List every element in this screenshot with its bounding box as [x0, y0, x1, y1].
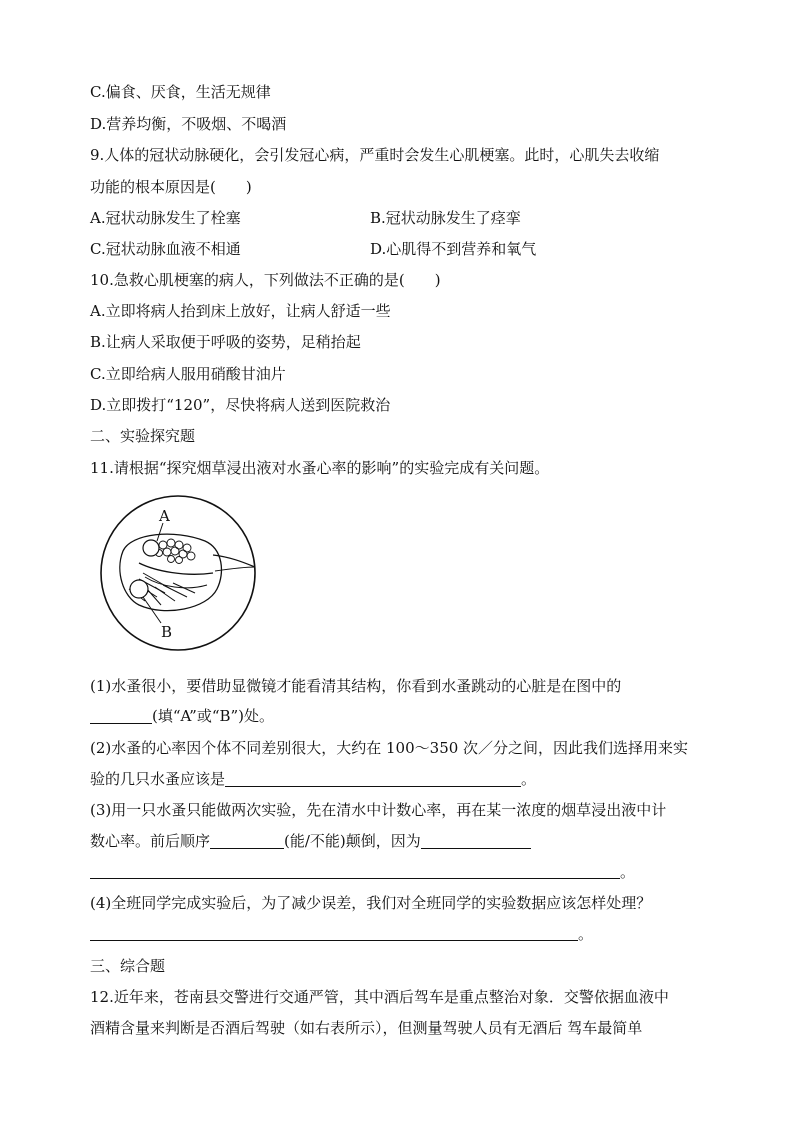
answer-blank-3[interactable] — [210, 832, 284, 849]
q10-option-a: A.立即将病人抬到床上放好，让病人舒适一些 — [90, 302, 391, 320]
inner-line — [145, 577, 207, 588]
q11-part3-line1: (3)用一只水蚤只能做两次实验，先在清水中计数心率，再在某一浓度的烟草浸出液中计 — [90, 801, 667, 819]
q11-part3-prefix: 数心率。前后顺序 — [90, 832, 211, 850]
question-10: 10.急救心肌梗塞的病人，下列做法不正确的是( ) — [90, 271, 441, 289]
section-3-heading: 三、综合题 — [90, 957, 166, 975]
question-9-line2: 功能的根本原因是( ) — [90, 178, 252, 196]
q9-option-a: A.冠状动脉发生了栓塞 — [90, 209, 241, 227]
section-2-heading: 二、实验探究题 — [90, 427, 196, 445]
period-3: 。 — [578, 925, 594, 943]
answer-blank-2[interactable] — [225, 770, 521, 787]
option-c-q8: C.偏食、厌食，生活无规律 — [90, 83, 271, 101]
question-9-line1: 9.人体的冠状动脉硬化，会引发冠心病，严重时会发生心肌梗塞。此时，心肌失去收缩 — [90, 146, 660, 164]
answer-blank-6[interactable] — [90, 940, 578, 941]
label-a: A — [159, 507, 170, 525]
option-d-q8: D.营养均衡，不吸烟、不喝酒 — [90, 115, 287, 133]
q11-part2-line2 — [90, 769, 536, 789]
q11-part2-prefix: 验的几只水蚤应该是 — [90, 770, 226, 788]
q9-option-b: B.冠状动脉发生了痉挛 — [370, 209, 521, 227]
q9-option-d: D.心肌得不到营养和氧气 — [370, 240, 537, 258]
egg-cluster — [156, 539, 196, 564]
leader-line-a — [157, 523, 163, 541]
answer-blank-5[interactable] — [90, 878, 620, 879]
question-12-line1: 12.近年来，苍南县交警进行交通严管，其中酒后驾车是重点整治对象．交警依据血液中 — [90, 988, 669, 1006]
q9-option-c: C.冠状动脉血液不相通 — [90, 240, 241, 258]
q10-option-d: D.立即拨打“120”，尽快将病人送到医院救治 — [90, 396, 391, 414]
daphnia-figure — [95, 493, 265, 653]
q11-part3-line2 — [90, 831, 531, 851]
q11-part1-line1: (1)水蚤很小，要借助显微镜才能看清其结构，你看到水蚤跳动的心脏是在图中的 — [90, 677, 622, 695]
q11-part2-line1: (2)水蚤的心率因个体不同差别很大，大约在 100～350 次／分之间，因此我们选择用来实 — [90, 739, 689, 757]
period-2: 。 — [620, 863, 636, 881]
q11-part4: (4)全班同学完成实验后，为了减少误差，我们对全班同学的实验数据应该怎样处理？ — [90, 894, 652, 912]
answer-blank-4[interactable] — [421, 832, 531, 849]
question-12-line2: 酒精含量来判断是否酒后驾驶（如右表所示），但测量驾驶人员有无酒后 驾车最简单 — [90, 1019, 643, 1037]
question-11: 11.请根据“探究烟草浸出液对水蚤心率的影响”的实验完成有关问题。 — [90, 459, 550, 477]
q10-option-c: C.立即给病人服用硝酸甘油片 — [90, 365, 286, 383]
q11-part1-suffix: (填“A”或“B”)处。 — [152, 707, 275, 725]
q9-options-row1 — [90, 208, 241, 228]
period: 。 — [521, 770, 537, 788]
heart-circle-a — [143, 540, 159, 556]
answer-blank-1[interactable] — [90, 707, 152, 724]
label-b: B — [161, 623, 173, 641]
gut-line — [139, 563, 213, 574]
q10-option-b: B.让病人采取便于呼吸的姿势，足稍抬起 — [90, 333, 361, 351]
q11-part3-middle: (能/不能)颠倒，因为 — [284, 832, 421, 850]
q11-part1-line2 — [90, 706, 274, 726]
eye-circle-b — [130, 580, 148, 598]
